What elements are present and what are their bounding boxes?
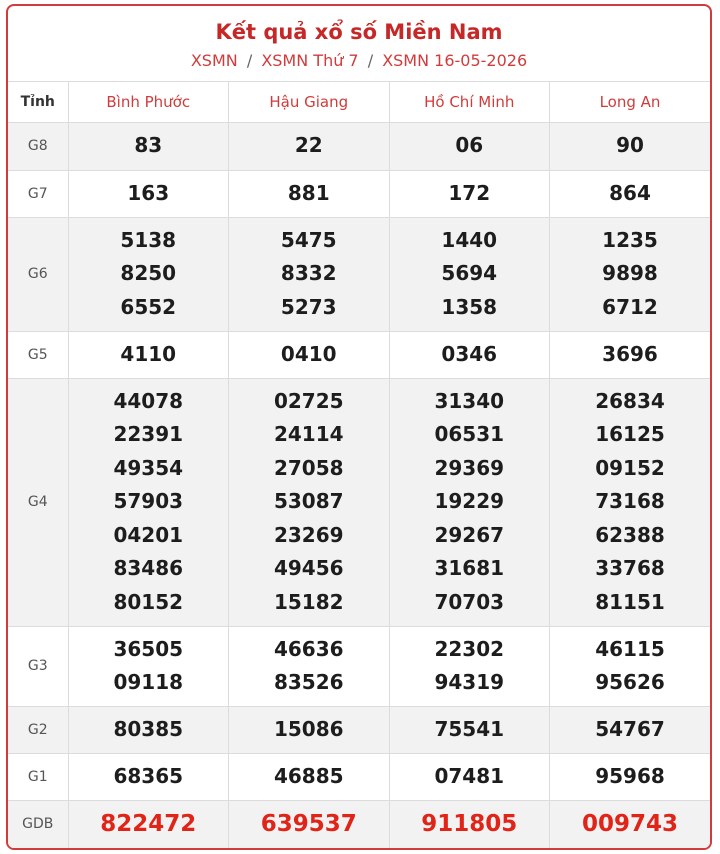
prize-label: GDB <box>8 800 68 848</box>
prize-number: 83526 <box>273 670 344 694</box>
prize-number: 881 <box>287 180 330 205</box>
prize-number: 33768 <box>595 556 665 581</box>
prize-number: 16125 <box>595 422 665 447</box>
breadcrumb-separator: / <box>246 51 253 70</box>
prize-number: 49354 <box>113 455 184 480</box>
prize-row-g5 <box>8 331 710 378</box>
prize-number: 911805 <box>421 810 518 837</box>
prize-number: 8250 <box>120 261 177 286</box>
prize-row-g4 <box>8 378 710 626</box>
prize-number: 009743 <box>581 810 679 837</box>
province-header[interactable]: Hậu Giang <box>229 82 390 122</box>
prize-cell <box>550 170 711 217</box>
prize-cell <box>68 122 229 170</box>
prize-number: 90 <box>616 133 644 158</box>
prize-cell <box>389 706 550 753</box>
prize-cell <box>229 753 390 800</box>
results-card <box>6 4 712 850</box>
prize-number: 27058 <box>273 455 344 480</box>
prize-number: 31681 <box>434 556 505 581</box>
prize-number: 29267 <box>434 522 505 547</box>
prize-row-g3 <box>8 626 710 706</box>
prize-row-gdb <box>8 800 710 848</box>
prize-cell <box>229 378 390 626</box>
prize-number: 3696 <box>602 341 658 366</box>
breadcrumb-link-xsmn-thu7[interactable]: XSMN Thứ 7 <box>261 51 359 70</box>
prize-label: G3 <box>8 626 68 706</box>
prize-number: 822472 <box>100 810 197 837</box>
prize-label: G4 <box>8 378 68 626</box>
prize-number: 19229 <box>434 489 505 514</box>
results-header <box>8 6 710 82</box>
prize-cell <box>229 122 390 170</box>
prize-number: 24114 <box>273 422 344 447</box>
prize-cell <box>550 331 711 378</box>
prize-row-g1 <box>8 753 710 800</box>
prize-number: 62388 <box>595 522 665 547</box>
prize-number: 94319 <box>434 670 505 694</box>
prize-row-g6 <box>8 217 710 331</box>
breadcrumb-separator: / <box>367 51 374 70</box>
prize-number: 22302 <box>434 636 505 661</box>
prize-number: 1440 <box>441 227 498 252</box>
prize-number: 95968 <box>595 763 665 788</box>
prize-cell <box>68 170 229 217</box>
prize-number: 09118 <box>113 670 184 694</box>
prize-number: 31340 <box>434 389 505 414</box>
prize-cell <box>68 753 229 800</box>
prize-number: 83 <box>134 133 163 158</box>
prize-number: 68365 <box>113 763 184 788</box>
special-prize-cell <box>389 800 550 848</box>
prize-number: 70703 <box>434 589 505 614</box>
prize-label: G5 <box>8 331 68 378</box>
prize-cell <box>68 331 229 378</box>
breadcrumb <box>8 50 710 72</box>
prize-cell <box>389 626 550 706</box>
prize-number: 864 <box>609 180 651 205</box>
prize-cell <box>389 217 550 331</box>
prize-number: 75541 <box>434 716 505 741</box>
special-prize-cell <box>550 800 711 848</box>
prize-number: 46885 <box>273 763 344 788</box>
prize-number: 02725 <box>273 389 344 414</box>
prize-cell <box>389 170 550 217</box>
province-column-label: Tỉnh <box>8 82 68 122</box>
prize-cell <box>68 706 229 753</box>
prize-cell <box>550 122 711 170</box>
prize-number: 9898 <box>602 261 658 286</box>
prize-number: 06 <box>455 133 484 158</box>
prize-label: G7 <box>8 170 68 217</box>
prize-cell <box>229 331 390 378</box>
prize-cell <box>550 753 711 800</box>
prize-number: 80385 <box>113 716 184 741</box>
prize-cell <box>229 217 390 331</box>
prize-cell <box>68 378 229 626</box>
prize-number: 95626 <box>595 670 665 694</box>
prize-number: 36505 <box>113 636 184 661</box>
prize-number: 81151 <box>595 589 665 614</box>
prize-number: 1358 <box>441 294 498 319</box>
prize-number: 06531 <box>434 422 505 447</box>
prize-number: 49456 <box>273 556 344 581</box>
prize-number: 172 <box>448 180 491 205</box>
prize-label: G2 <box>8 706 68 753</box>
results-table <box>8 82 710 848</box>
prize-row-g7 <box>8 170 710 217</box>
province-header[interactable]: Hồ Chí Minh <box>389 82 550 122</box>
prize-number: 8332 <box>280 261 337 286</box>
province-header[interactable]: Bình Phước <box>68 82 229 122</box>
prize-row-g2 <box>8 706 710 753</box>
prize-number: 6712 <box>602 294 658 319</box>
prize-number: 07481 <box>434 763 505 788</box>
prize-number: 54767 <box>595 716 665 741</box>
prize-number: 73168 <box>595 489 665 514</box>
prize-cell <box>68 217 229 331</box>
prize-label: G6 <box>8 217 68 331</box>
prize-number: 0346 <box>441 341 498 366</box>
prize-number: 83486 <box>113 556 184 581</box>
prize-number: 04201 <box>113 522 184 547</box>
prize-number: 5273 <box>280 294 337 319</box>
prize-number: 46115 <box>595 636 665 661</box>
prize-number: 4110 <box>120 341 177 366</box>
prize-number: 6552 <box>120 294 177 319</box>
prize-number: 29369 <box>434 455 505 480</box>
prize-number: 163 <box>127 180 170 205</box>
prize-cell <box>389 331 550 378</box>
prize-number: 57903 <box>113 489 184 514</box>
province-header[interactable]: Long An <box>550 82 711 122</box>
prize-number: 15086 <box>273 716 344 741</box>
page-title: Kết quả xổ số Miền Nam <box>215 20 503 44</box>
prize-table-body <box>8 122 710 848</box>
prize-cell <box>550 706 711 753</box>
prize-number: 46636 <box>273 636 344 661</box>
prize-cell <box>389 122 550 170</box>
prize-cell <box>389 378 550 626</box>
prize-number: 5694 <box>441 261 498 286</box>
prize-number: 639537 <box>260 810 357 837</box>
prize-label: G1 <box>8 753 68 800</box>
province-header-row <box>8 82 710 122</box>
prize-row-g8 <box>8 122 710 170</box>
prize-number: 22391 <box>113 422 184 447</box>
prize-cell <box>550 378 711 626</box>
prize-cell <box>550 626 711 706</box>
prize-number: 80152 <box>113 589 184 614</box>
prize-number: 26834 <box>595 389 665 414</box>
prize-number: 1235 <box>602 227 658 252</box>
prize-number: 15182 <box>273 589 344 614</box>
prize-number: 5475 <box>280 227 337 252</box>
prize-number: 23269 <box>273 522 344 547</box>
prize-cell <box>68 626 229 706</box>
breadcrumb-link-xsmn-date[interactable]: XSMN 16-05-2026 <box>382 51 528 70</box>
prize-number: 5138 <box>120 227 177 252</box>
prize-number: 09152 <box>595 455 665 480</box>
breadcrumb-link-xsmn[interactable]: XSMN <box>190 51 238 70</box>
prize-cell <box>229 626 390 706</box>
prize-number: 53087 <box>273 489 344 514</box>
prize-number: 22 <box>294 133 323 158</box>
special-prize-cell <box>229 800 390 848</box>
prize-cell <box>229 706 390 753</box>
special-prize-cell <box>68 800 229 848</box>
prize-cell <box>229 170 390 217</box>
prize-label: G8 <box>8 122 68 170</box>
prize-cell <box>550 217 711 331</box>
prize-number: 44078 <box>113 389 184 414</box>
prize-cell <box>389 753 550 800</box>
prize-number: 0410 <box>280 341 337 366</box>
